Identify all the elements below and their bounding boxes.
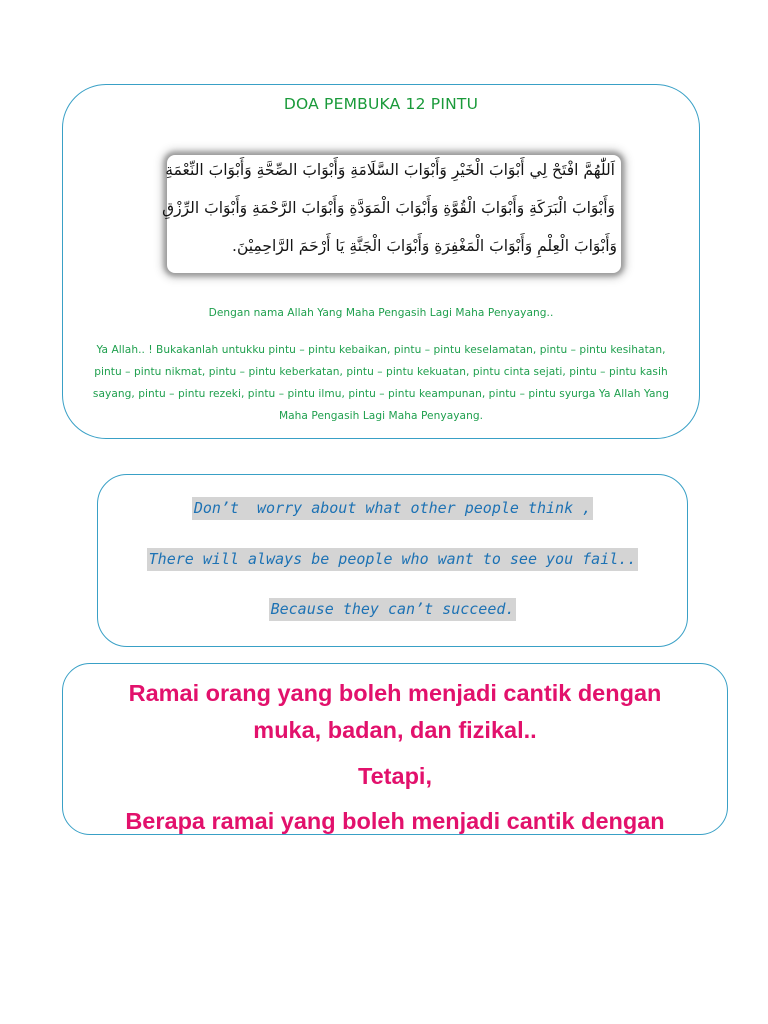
quote-line-1 [98,499,687,517]
beauty-line-2: muka, badan, dan fizikal.. [253,717,537,743]
quote-line-2-text: There will always be people who want to see you fail.. [147,548,639,571]
arabic-prayer-image [162,155,621,273]
arabic-line-3: وَأَبْوَابَ الْعِلْمِ وَأَبْوَابَ الْمَغْفِرَةِ وَأَبْوَابَ الْجَنَّةِ يَا أَرْحَمَ الرَّاحِمِيْنَ. [232,237,617,255]
doa-translation: Ya Allah.. ! Bukakanlah untukku pintu – pintu kebaikan, pintu – pintu keselamatan, pintu – pintu kesihatan, pintu – pintu nikmat, pintu – pintu keberkatan, pintu – pintu kekuatan, pintu cinta sejati, pintu – pintu kasih sayang, pintu – pintu rezeki, pintu – pintu ilmu, pintu – pintu keampunan, pintu – pintu syurga Ya Allah Yang Maha Pengasih Lagi Maha Penyayang. [92,344,670,422]
arabic-line-2: وَأَبْوَابَ الْبَرَكَةِ وَأَبْوَابَ الْقُوَّةِ وَأَبْوَابَ الْمَوَدَّةِ وَأَبْوَابَ الرَّحْمَةِ وَأَبْوَابَ الرِّزْقِ [162,199,615,217]
beauty-line-3: Tetapi, [358,763,432,789]
doa-intro: Dengan nama Allah Yang Maha Pengasih Lagi Maha Penyayang.. [208,307,554,319]
quote-line-2 [98,550,687,568]
quote-line-3-text: Because they can’t succeed. [269,598,517,621]
quote-box [97,474,688,647]
doa-title: DOA PEMBUKA 12 PINTU [283,95,479,113]
beauty-line-1: Ramai orang yang boleh menjadi cantik dengan [128,680,662,706]
quote-line-3 [98,600,687,618]
beauty-message-content [63,676,727,834]
beauty-message-box [62,663,728,835]
doa-box [62,84,700,439]
quote-line-1-text: Don’t worry about what other people think , [192,497,593,520]
arabic-line-1: اَللّٰهُمَّ افْتَحْ لِي أَبْوَابَ الْخَيْرِ وَأَبْوَابَ السَّلَامَةِ وَأَبْوَابَ الصِّحَّةِ وَأَبْوَابَ النِّعْمَةِ [165,161,615,179]
beauty-line-4: Berapa ramai yang boleh menjadi cantik dengan [125,808,665,834]
